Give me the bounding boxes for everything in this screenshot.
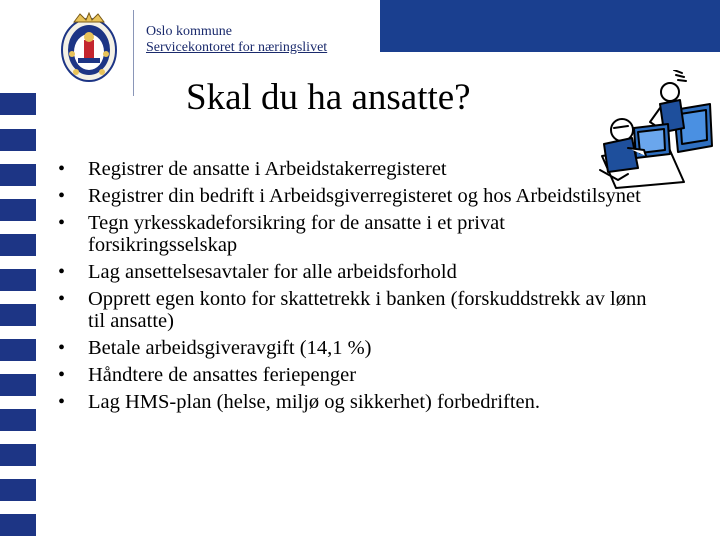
bullet-glyph: •	[58, 364, 66, 386]
bullet-glyph: •	[58, 391, 66, 413]
stripe	[0, 374, 36, 396]
bullet-text: Registrer din bedrift i Arbeidsgiverregisteret og hos Arbeidstilsynet	[88, 185, 641, 207]
org-block	[146, 24, 327, 56]
stripe	[0, 479, 36, 501]
stripe	[0, 129, 36, 151]
bullet-glyph: •	[58, 185, 66, 207]
bullet-text: Håndtere de ansattes feriepenger	[88, 364, 357, 386]
bullet-item	[56, 391, 656, 413]
bullet-text: Registrer de ansatte i Arbeidstakerregisteret	[88, 158, 447, 180]
bullet-text: Tegn yrkesskadeforsikring for de ansatte i et privat forsikringsselskap	[88, 212, 505, 256]
bullet-item	[56, 337, 656, 359]
bullet-glyph: •	[58, 158, 66, 180]
bullet-text: Betale arbeidsgiveravgift (14,1 %)	[88, 337, 372, 359]
stripe	[0, 164, 36, 186]
bullet-text: Opprett egen konto for skattetrekk i banken (forskuddstrekk av lønn til ansatte)	[88, 288, 647, 332]
bullet-glyph: •	[58, 212, 66, 234]
stripe	[0, 234, 36, 256]
slide-title: Skal du ha ansatte?	[186, 77, 471, 118]
bullet-item	[56, 212, 656, 256]
bullet-text: Lag HMS-plan (helse, miljø og sikkerhet) forbedriften.	[88, 391, 541, 413]
stripe	[0, 444, 36, 466]
stripe	[0, 199, 36, 221]
stripe	[0, 304, 36, 326]
header-blue-band	[380, 0, 720, 68]
oslo-coat-of-arms-icon	[60, 12, 118, 84]
stripe	[0, 339, 36, 361]
bullet-list	[56, 158, 656, 418]
bullet-item	[56, 185, 656, 207]
bullet-item	[56, 158, 656, 180]
left-stripe-column	[0, 85, 36, 540]
org-name: Oslo kommune	[146, 24, 232, 39]
bullet-item	[56, 364, 656, 386]
stripe	[0, 93, 36, 115]
bullet-glyph: •	[58, 261, 66, 283]
stripe	[0, 269, 36, 291]
org-unit: Servicekontoret for næringslivet	[146, 40, 328, 55]
bullet-item	[56, 288, 656, 332]
stripe	[0, 409, 36, 431]
bullet-glyph: •	[58, 288, 66, 310]
bullet-item	[56, 261, 656, 283]
header-divider	[133, 10, 134, 96]
stripe	[0, 514, 36, 536]
bullet-glyph: •	[58, 337, 66, 359]
bullet-text: Lag ansettelsesavtaler for alle arbeidsforhold	[88, 261, 457, 283]
